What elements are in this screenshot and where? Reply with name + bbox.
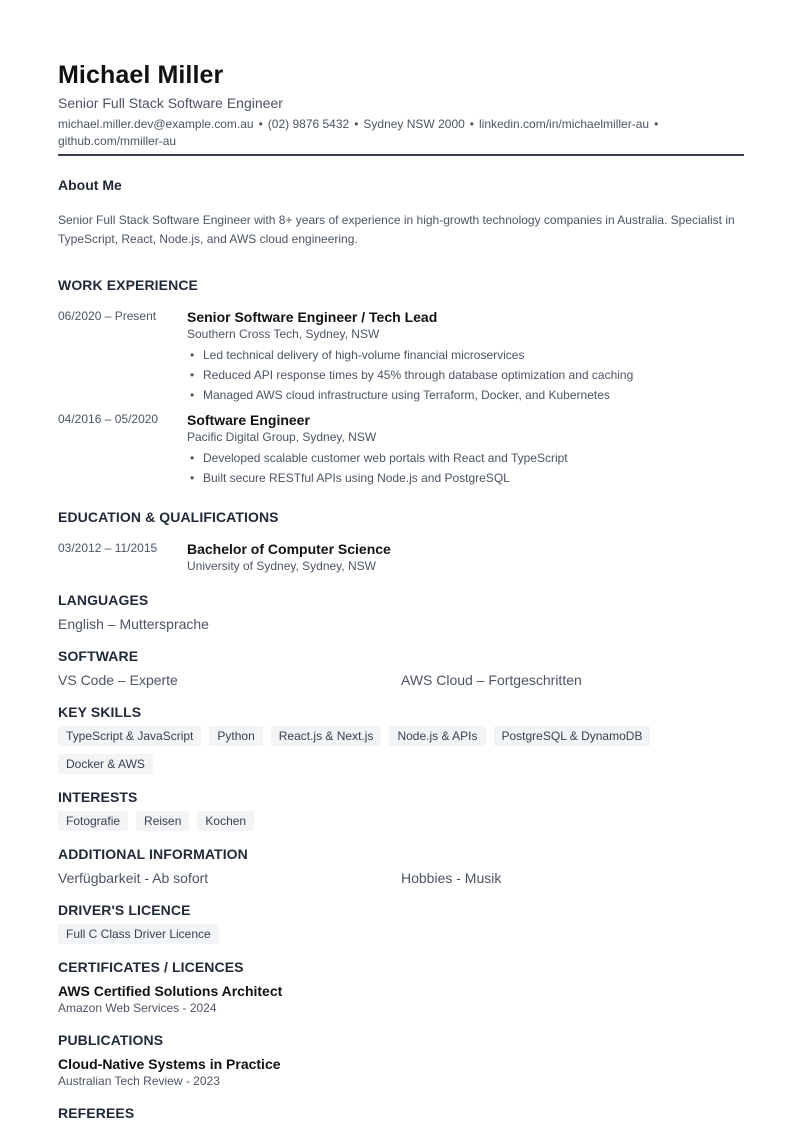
contact-separator: • bbox=[258, 117, 263, 131]
contact-separator: • bbox=[354, 117, 359, 131]
certificate-issuer: Amazon Web Services - 2024 bbox=[58, 1001, 217, 1015]
education-date: 03/2012 – 11/2015 bbox=[58, 541, 158, 555]
contact-separator: • bbox=[469, 117, 474, 131]
software-heading: SOFTWARE bbox=[58, 648, 139, 664]
referees-heading: REFEREES bbox=[58, 1105, 135, 1121]
contact-separator: • bbox=[654, 117, 659, 131]
contact-linkedin[interactable]: linkedin.com/in/michaelmiller-au bbox=[479, 117, 650, 131]
job-bullet: • Built secure RESTful APIs using Node.js and PostgreSQL bbox=[187, 468, 744, 488]
licence-tags bbox=[58, 924, 744, 952]
education-body bbox=[187, 540, 744, 575]
job-date: 04/2016 – 05/2020 bbox=[58, 412, 159, 426]
contact-github[interactable]: github.com/mmiller-au bbox=[58, 134, 177, 148]
additional-heading: ADDITIONAL INFORMATION bbox=[58, 846, 248, 862]
software-item: VS Code – Experte bbox=[58, 672, 178, 688]
education-heading: EDUCATION & QUALIFICATIONS bbox=[58, 509, 279, 525]
job-bullet: • Reduced API response times by 45% through database optimization and caching bbox=[187, 365, 744, 385]
licence-tag: Full C Class Driver Licence bbox=[58, 924, 219, 944]
languages-heading: LANGUAGES bbox=[58, 592, 149, 608]
interest-tag: Reisen bbox=[136, 811, 189, 831]
job-entry bbox=[58, 411, 744, 488]
about-heading: About Me bbox=[58, 177, 122, 193]
job-body bbox=[187, 411, 744, 488]
job-entry bbox=[58, 308, 744, 405]
resume-page bbox=[58, 60, 744, 1122]
software-item: AWS Cloud – Fortgeschritten bbox=[401, 672, 582, 688]
publications-heading: PUBLICATIONS bbox=[58, 1032, 164, 1048]
about-text: Senior Full Stack Software Engineer with 8+ years of experience in high-growth technology companies in Australia. Specialist in TypeScript, React, Node.js, and AWS cloud engineering. bbox=[58, 213, 735, 246]
candidate-name: Michael Miller bbox=[58, 61, 224, 89]
interest-tag: Fotografie bbox=[58, 811, 128, 831]
licence-heading: DRIVER'S LICENCE bbox=[58, 902, 191, 918]
job-body bbox=[187, 308, 744, 405]
additional-item: Verfügbarkeit - Ab sofort bbox=[58, 870, 209, 886]
interests-heading: INTERESTS bbox=[58, 789, 138, 805]
publication-title: Cloud-Native Systems in Practice bbox=[58, 1056, 281, 1072]
language-item: English – Muttersprache bbox=[58, 616, 209, 632]
contact-phone[interactable]: (02) 9876 5432 bbox=[267, 117, 350, 131]
candidate-role: Senior Full Stack Software Engineer bbox=[58, 95, 283, 111]
certificates-heading: CERTIFICATES / LICENCES bbox=[58, 959, 244, 975]
interest-tag: Kochen bbox=[197, 811, 254, 831]
job-bullet: • Developed scalable customer web portals with React and TypeScript bbox=[187, 448, 744, 468]
skills-heading: KEY SKILLS bbox=[58, 704, 142, 720]
job-bullets bbox=[187, 345, 744, 405]
publication-source: Australian Tech Review - 2023 bbox=[58, 1074, 220, 1088]
job-bullets bbox=[187, 448, 744, 488]
contact-email[interactable]: michael.miller.dev@example.com.au bbox=[58, 117, 254, 131]
header-divider bbox=[58, 154, 744, 156]
job-bullet: • Managed AWS cloud infrastructure using Terraform, Docker, and Kubernetes bbox=[187, 385, 744, 405]
education-org: University of Sydney, Sydney, NSW bbox=[187, 559, 376, 573]
job-title: Senior Software Engineer / Tech Lead bbox=[187, 309, 438, 325]
skill-tag: Python bbox=[209, 726, 262, 746]
additional-item: Hobbies - Musik bbox=[401, 870, 502, 886]
work-heading: WORK EXPERIENCE bbox=[58, 277, 198, 293]
job-bullet: • Led technical delivery of high-volume financial microservices bbox=[187, 345, 744, 365]
job-title: Software Engineer bbox=[187, 412, 310, 428]
job-date: 06/2020 – Present bbox=[58, 309, 157, 323]
interests-tags bbox=[58, 811, 744, 839]
job-org: Southern Cross Tech, Sydney, NSW bbox=[187, 327, 380, 341]
skills-tags bbox=[58, 726, 744, 782]
contact-location: Sydney NSW 2000 bbox=[363, 117, 465, 131]
skill-tag: Docker & AWS bbox=[58, 754, 153, 774]
additional-list bbox=[58, 869, 744, 887]
skill-tag: React.js & Next.js bbox=[271, 726, 382, 746]
contact-line bbox=[58, 116, 744, 150]
skill-tag: TypeScript & JavaScript bbox=[58, 726, 201, 746]
skill-tag: Node.js & APIs bbox=[389, 726, 485, 746]
software-list bbox=[58, 671, 744, 689]
education-entry bbox=[58, 540, 744, 575]
skill-tag: PostgreSQL & DynamoDB bbox=[494, 726, 651, 746]
job-org: Pacific Digital Group, Sydney, NSW bbox=[187, 430, 377, 444]
certificate-title: AWS Certified Solutions Architect bbox=[58, 983, 283, 999]
education-title: Bachelor of Computer Science bbox=[187, 541, 391, 557]
